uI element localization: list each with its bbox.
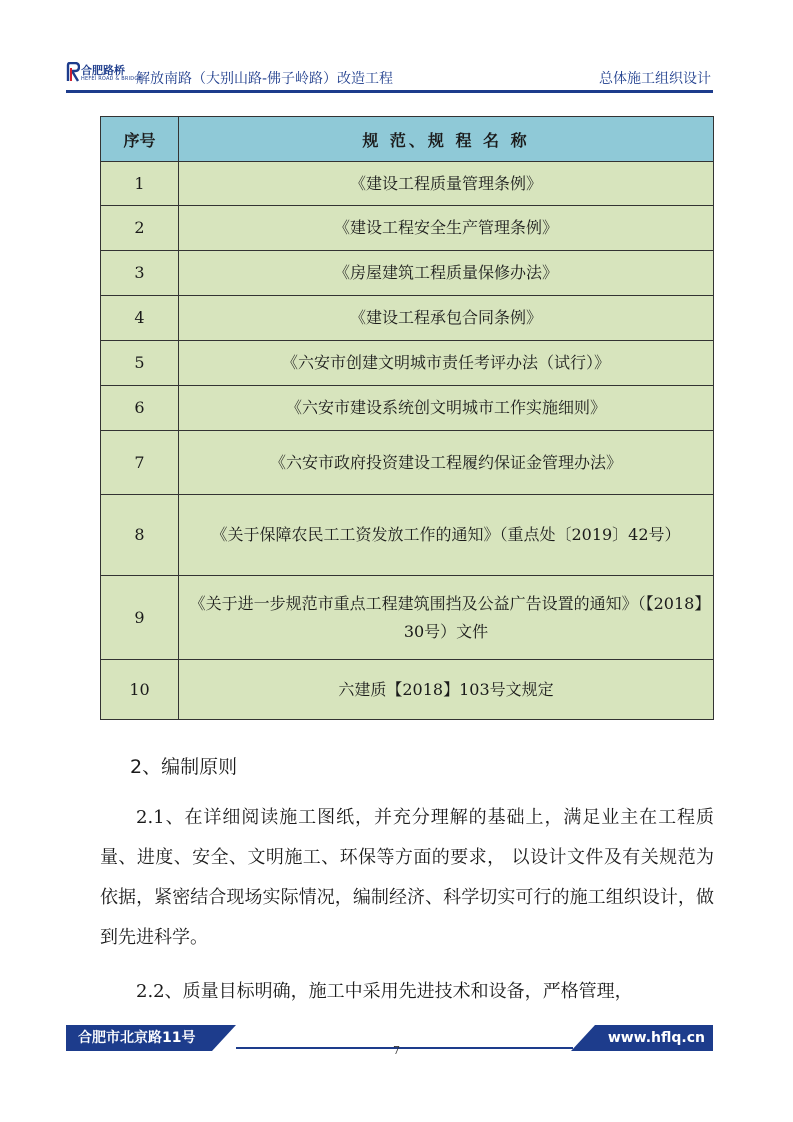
row-name: 《建设工程质量管理条例》 (179, 162, 714, 206)
row-name: 六建质【2018】103号文规定 (179, 660, 714, 720)
row-index: 7 (101, 431, 179, 495)
row-index: 8 (101, 495, 179, 576)
paragraph-2-1: 2.1、在详细阅读施工图纸，并充分理解的基础上，满足业主在工程质量、进度、安全、文明施工、环保等方面的要求， 以设计文件及有关规范为依据，紧密结合现场实际情况，编制经济、科学切实可行的施工组织设计，做到先进科学。 (100, 807, 714, 948)
table-header-row (101, 117, 714, 162)
logo-subtext: HEFEI ROAD & BRIDGE (81, 76, 142, 82)
logo-text: 合肥路桥 (81, 64, 125, 77)
row-name: 《关于保障农民工工资发放工作的通知》（重点处〔2019〕42号） (179, 495, 714, 576)
page-number: 7 (393, 1044, 400, 1057)
section-heading: 2、编制原则 (130, 756, 238, 778)
table-row (101, 206, 714, 251)
footer-website: www.hflq.cn (595, 1025, 713, 1051)
column-header-index: 序号 (101, 117, 179, 162)
document-title: 总体施工组织设计 (599, 71, 711, 87)
table-row (101, 495, 714, 576)
row-index: 10 (101, 660, 179, 720)
row-index: 9 (101, 576, 179, 660)
row-index: 3 (101, 251, 179, 296)
column-header-name: 规 范、规 程 名 称 (179, 117, 714, 162)
logo-mark-icon (66, 62, 80, 82)
row-name: 《建设工程承包合同条例》 (179, 296, 714, 341)
row-index: 4 (101, 296, 179, 341)
row-index: 2 (101, 206, 179, 251)
row-index: 6 (101, 386, 179, 431)
table-row (101, 251, 714, 296)
row-name: 《房屋建筑工程质量保修办法》 (179, 251, 714, 296)
paragraph-2-2: 2.2、质量目标明确，施工中采用先进技术和设备，严格管理， (136, 981, 633, 1002)
row-name: 《六安市建设系统创文明城市工作实施细则》 (179, 386, 714, 431)
row-name: 《六安市创建文明城市责任考评办法（试行）》 (179, 341, 714, 386)
project-title: 解放南路（大别山路-佛子岭路）改造工程 (136, 71, 394, 87)
regulations-table (100, 116, 714, 720)
company-logo (66, 62, 142, 86)
table-row (101, 341, 714, 386)
header-divider (66, 90, 713, 93)
table-row (101, 296, 714, 341)
page-header (66, 60, 713, 90)
table-row (101, 162, 714, 206)
row-name: 《关于进一步规范市重点工程建筑围挡及公益广告设置的通知》（【2018】30号）文件 (179, 576, 714, 660)
row-index: 5 (101, 341, 179, 386)
table-row (101, 576, 714, 660)
row-index: 1 (101, 162, 179, 206)
table-row (101, 660, 714, 720)
row-name: 《建设工程安全生产管理条例》 (179, 206, 714, 251)
row-name: 《六安市政府投资建设工程履约保证金管理办法》 (179, 431, 714, 495)
footer-address: 合肥市北京路11号 (66, 1025, 212, 1051)
table-row (101, 386, 714, 431)
table-row (101, 431, 714, 495)
